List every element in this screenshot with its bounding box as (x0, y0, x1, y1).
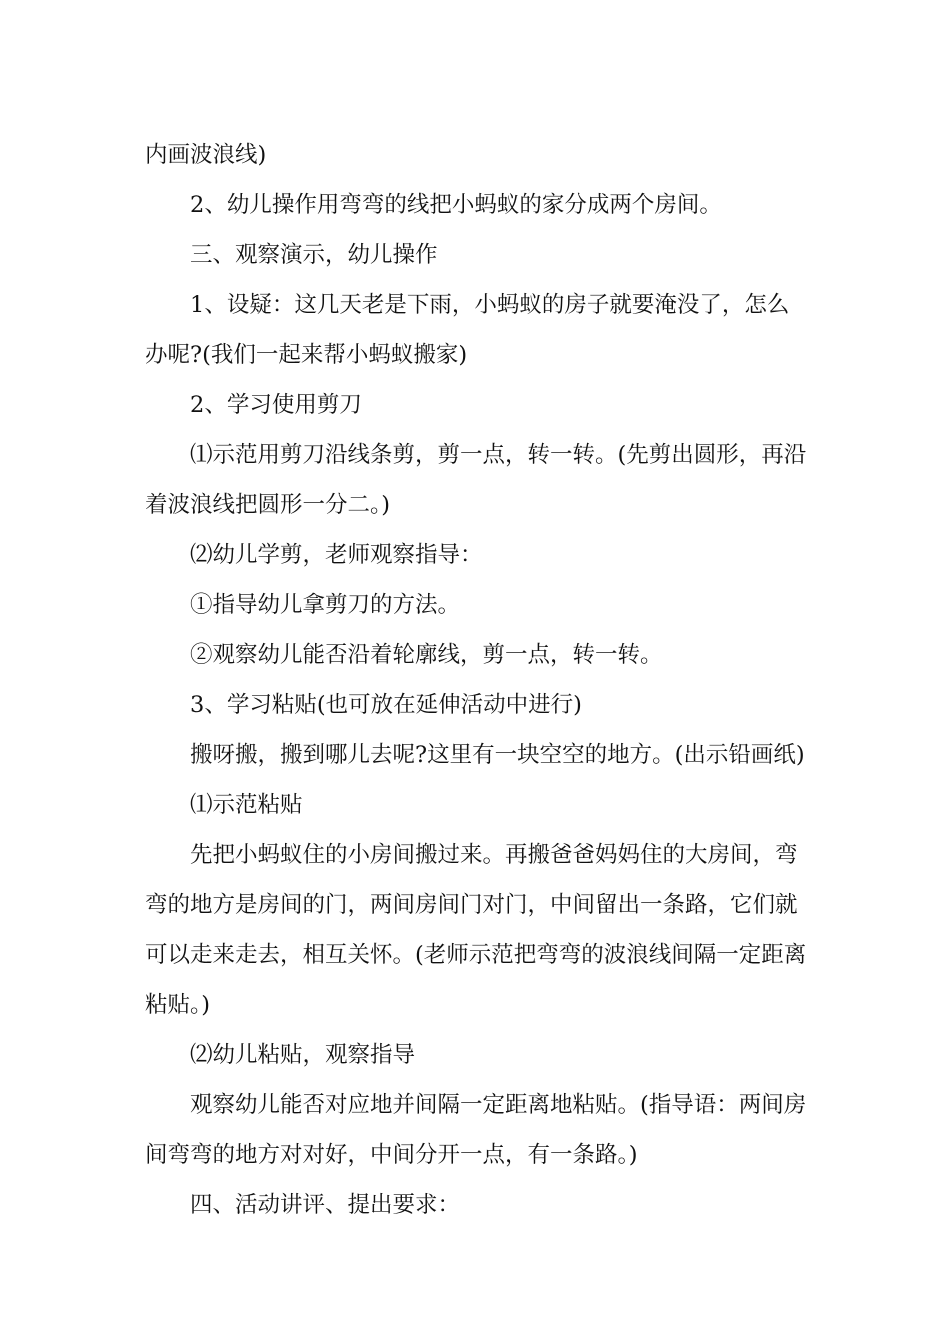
paragraph: 2、幼儿操作用弯弯的线把小蚂蚁的家分成两个房间。 (190, 192, 722, 218)
document-body (145, 130, 810, 1230)
paragraph: ⑴示范粘贴 (190, 792, 303, 818)
list-item: ①指导幼儿拿剪刀的方法。 (190, 592, 461, 618)
section-heading: 三、观察演示，幼儿操作 (190, 242, 438, 268)
paragraph: 搬呀搬，搬到哪儿去呢?这里有一块空空的地方。(出示铅画纸) (190, 742, 805, 768)
paragraph: 观察幼儿能否对应地并间隔一定距离地粘贴。(指导语：两间房间弯弯的地方对对好，中间分开一点，有一条路。) (145, 1092, 807, 1168)
subheading: 2、学习使用剪刀 (190, 392, 362, 418)
paragraph: 1、设疑：这几天老是下雨，小蚂蚁的房子就要淹没了，怎么办呢?(我们一起来帮小蚂蚁搬家) (145, 292, 790, 368)
subheading: 3、学习粘贴(也可放在延伸活动中进行) (190, 692, 582, 718)
list-item: ②观察幼儿能否沿着轮廓线，剪一点，转一转。 (190, 642, 663, 668)
section-heading: 四、活动讲评、提出要求： (190, 1192, 461, 1218)
paragraph: ⑵幼儿学剪，老师观察指导： (190, 542, 483, 568)
paragraph: ⑴示范用剪刀沿线条剪，剪一点，转一转。(先剪出圆形，再沿着波浪线把圆形一分二。) (145, 442, 807, 518)
paragraph: ⑵幼儿粘贴，观察指导 (190, 1042, 416, 1068)
paragraph: 先把小蚂蚁住的小房间搬过来。再搬爸爸妈妈住的大房间，弯弯的地方是房间的门，两间房间门对门，中间留出一条路，它们就可以走来走去，相互关怀。(老师示范把弯弯的波浪线间隔一定距离粘贴。) (145, 842, 807, 1018)
paragraph: 内画波浪线) (145, 142, 267, 168)
